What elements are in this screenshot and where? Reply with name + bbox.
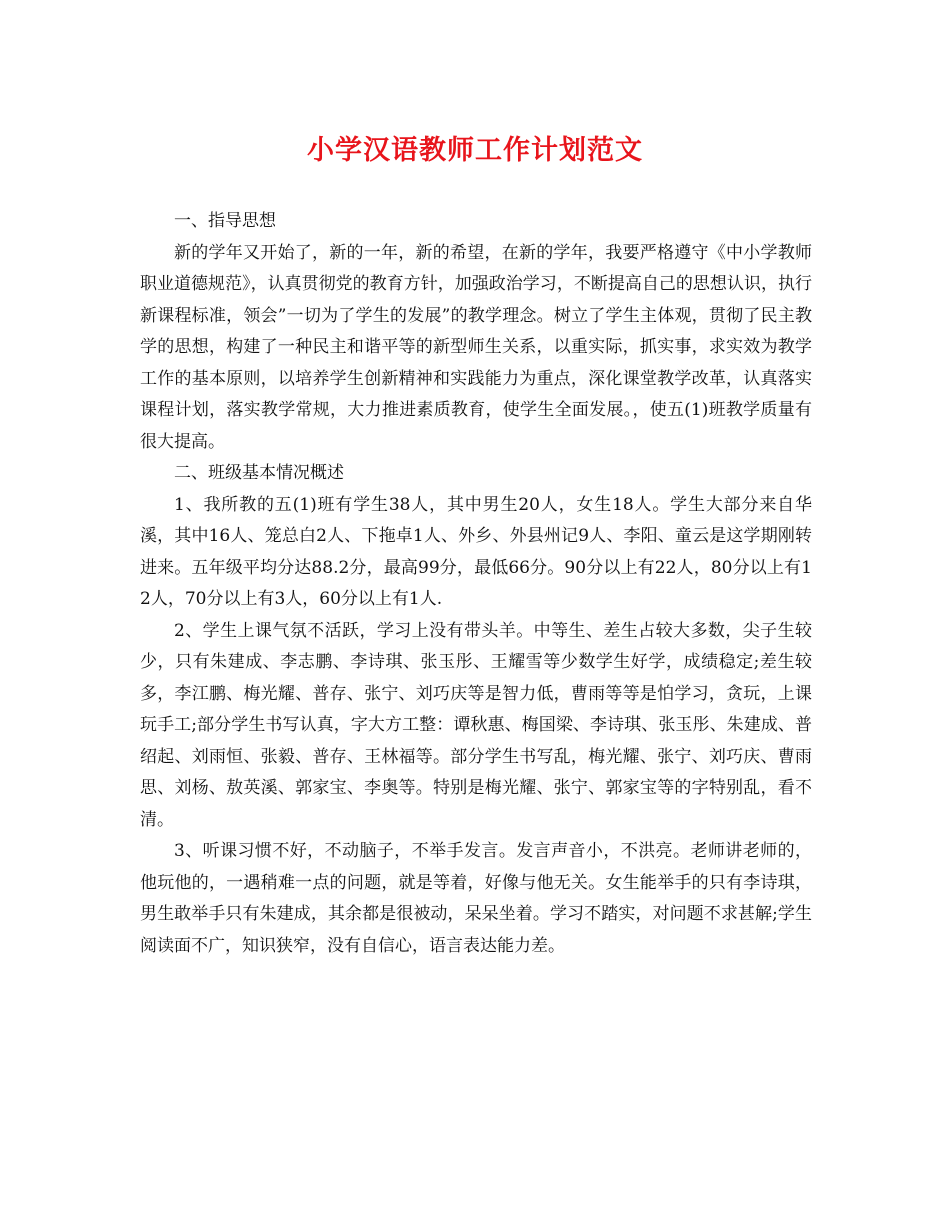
paragraph-class-point-2: 2、学生上课气氛不活跃，学习上没有带头羊。中等生、差生占较大多数，尖子生较少，只有朱建成、李志鹏、李诗琪、张玉彤、王耀雪等少数学生好学，成绩稳定;差生较多，李江鹏、梅光耀、普存、张宁、刘巧庆等是智力低，曹雨等等是怕学习，贪玩，上课玩手工;部分学生书写认真，字大方工整：谭秋惠、梅国梁、李诗琪、张玉彤、朱建成、普绍起、刘雨恒、张毅、普存、王林福等。部分学生书写乱，梅光耀、张宁、刘巧庆、曹雨思、刘杨、敖英溪、郭家宝、李奥等。特别是梅光耀、张宁、郭家宝等的字特别乱，看不清。 bbox=[140, 620, 812, 830]
page-title: 小学汉语教师工作计划范文 bbox=[307, 135, 643, 166]
paragraph-class-point-3: 3、听课习惯不好，不动脑子，不举手发言。发言声音小，不洪亮。老师讲老师的，他玩他的，一遇稍难一点的问题，就是等着，好像与他无关。女生能举手的只有李诗琪，男生敢举手只有朱建成，其余都是很被动，呆呆坐着。学习不踏实，对问题不求甚解;学生阅读面不广，知识狭窄，没有自信心，语言表达能力差。 bbox=[140, 841, 812, 956]
document-body bbox=[140, 206, 812, 962]
section-heading-guiding-ideology: 一、指导思想 bbox=[174, 211, 276, 231]
section-heading-class-overview: 二、班级基本情况概述 bbox=[174, 463, 344, 483]
paragraph-guiding-ideology: 新的学年又开始了，新的一年，新的希望，在新的学年，我要严格遵守《中小学教师职业道德规范》，认真贯彻党的教育方针，加强政治学习，不断提高自己的思想认识，执行新课程标准，领会”一切为了学生的发展”的教学理念。树立了学生主体观，贯彻了民主教学的思想，构建了一种民主和谐平等的新型师生关系，以重实际，抓实事，求实效为教学工作的基本原则，以培养学生创新精神和实践能力为重点，深化课堂教学改革，认真落实课程计划，落实教学常规，大力推进素质教育，使学生全面发展。，使五(1)班教学质量有很大提高。 bbox=[140, 242, 812, 452]
paragraph-class-point-1: 1、我所教的五(1)班有学生38人，其中男生20人，女生18人。学生大部分来自华溪，其中16人、笼总白2人、下拖卓1人、外乡、外县州记9人、李阳、童云是这学期刚转进来。五年级平均分达88.2分，最高99分，最低66分。90分以上有22人，80分以上有12人，70分以上有3人，60分以上有1人. bbox=[140, 494, 812, 609]
